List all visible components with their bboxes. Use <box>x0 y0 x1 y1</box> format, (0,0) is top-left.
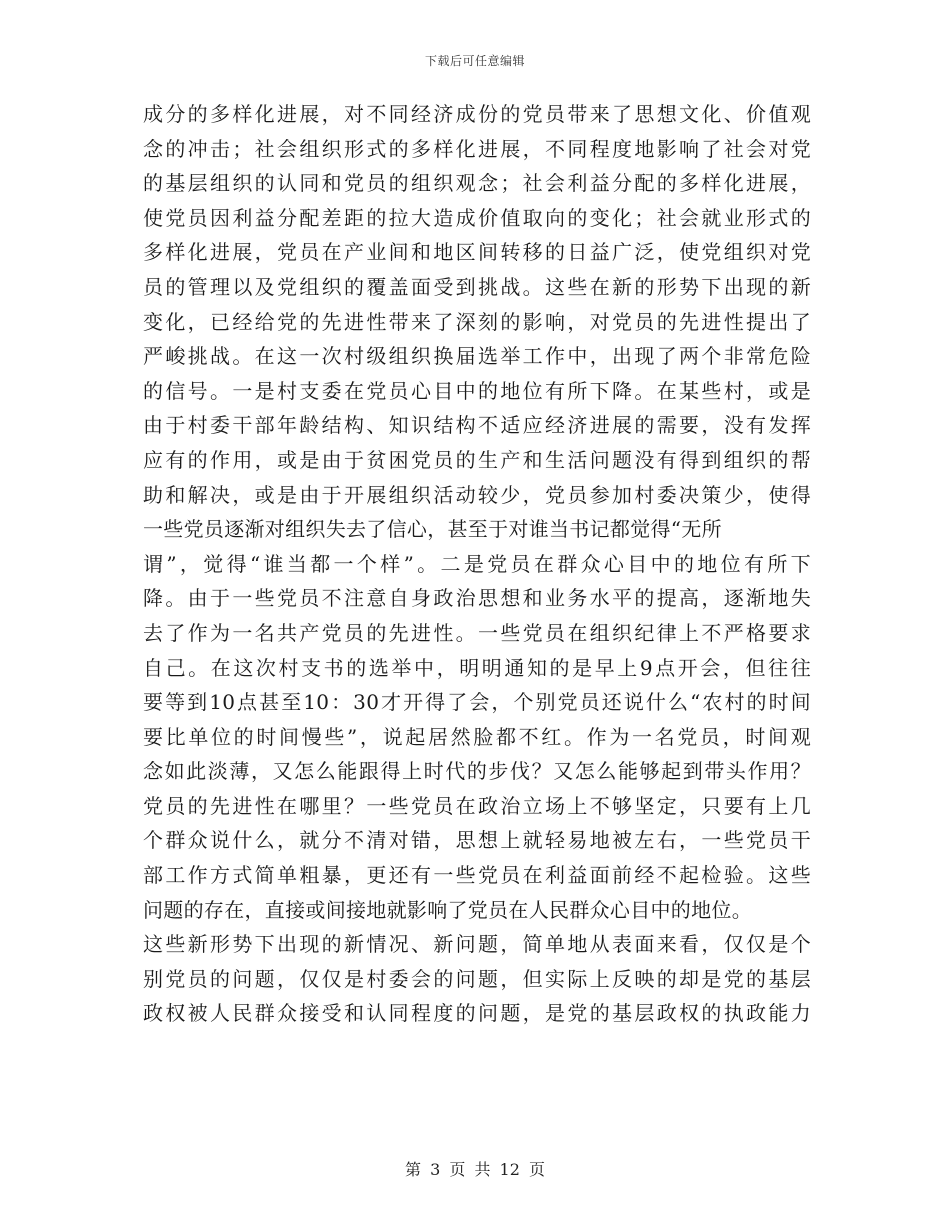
body-line: 成分的多样化进展，对不同经济成份的党员带来了思想文化、价值观 <box>143 102 811 126</box>
body-line: 谓”，觉得“谁当都一个样”。二是党员在群众心目中的地位有所下 <box>143 551 811 576</box>
body-line: 问题的存在，直接或间接地就影响了党员在人民群众心目中的地位。 <box>143 897 752 922</box>
body-line: 降。由于一些党员不注意自身政治思想和业务水平的提高，逐渐地失 <box>143 586 811 611</box>
body-line: 应有的作用，或是由于贫困党员的生产和生活问题没有得到组织的帮 <box>143 447 811 472</box>
body-line: 一些党员逐渐对组织失去了信心，甚至于对谁当书记都觉得“无所 <box>143 517 722 542</box>
document-body <box>143 97 811 1031</box>
body-line: 的信号。一是村支委在党员心目中的地位有所下降。在某些村，或是 <box>143 378 811 403</box>
body-line: 要比单位的时间慢些”，说起居然脸都不红。作为一名党员，时间观 <box>143 724 811 749</box>
body-line: 严峻挑战。在这一次村级组织换届选举工作中，出现了两个非常危险 <box>143 344 811 369</box>
body-line: 念如此淡薄，又怎么能跟得上时代的步伐？又怎么能够起到带头作用？ <box>143 759 811 784</box>
body-line: 党员的先进性在哪里？一些党员在政治立场上不够坚定，只要有上几 <box>143 793 811 818</box>
body-line: 助和解决，或是由于开展组织活动较少，党员参加村委决策少，使得 <box>143 482 811 507</box>
body-line: 念的冲击；社会组织形式的多样化进展，不同程度地影响了社会对党 <box>143 136 811 161</box>
body-line: 去了作为一名共产党员的先进性。一些党员在组织纪律上不严格要求 <box>143 620 811 645</box>
body-line: 这些新形势下出现的新情况、新问题，简单地从表面来看，仅仅是个 <box>143 932 811 957</box>
body-line: 多样化进展，党员在产业间和地区间转移的日益广泛，使党组织对党 <box>143 240 811 265</box>
body-line: 要等到10点甚至10：30才开得了会，个别党员还说什么“农村的时间 <box>143 690 811 715</box>
page-footer: 第 3 页 共 12 页 <box>405 1160 545 1179</box>
body-line: 政权被人民群众接受和认同程度的问题，是党的基层政权的执政能力 <box>143 1001 811 1026</box>
page-header: 下载后可任意编辑 <box>424 54 525 68</box>
body-line: 部工作方式简单粗暴，更还有一些党员在利益面前经不起检验。这些 <box>143 863 811 888</box>
body-line: 由于村委干部年龄结构、知识结构不适应经济进展的需要，没有发挥 <box>143 413 811 438</box>
body-line: 个群众说什么，就分不清对错，思想上就轻易地被左右，一些党员干 <box>143 828 811 853</box>
body-line: 使党员因利益分配差距的拉大造成价值取向的变化；社会就业形式的 <box>143 205 811 230</box>
body-line: 变化，已经给党的先进性带来了深刻的影响，对党员的先进性提出了 <box>143 309 811 334</box>
body-line: 员的管理以及党组织的覆盖面受到挑战。这些在新的形势下出现的新 <box>143 274 811 299</box>
body-line: 自己。在这次村支书的选举中，明明通知的是早上9点开会，但往往 <box>143 655 811 680</box>
body-line: 的基层组织的认同和党员的组织观念；社会利益分配的多样化进展， <box>143 171 811 196</box>
body-line: 别党员的问题，仅仅是村委会的问题，但实际上反映的却是党的基层 <box>143 966 811 991</box>
